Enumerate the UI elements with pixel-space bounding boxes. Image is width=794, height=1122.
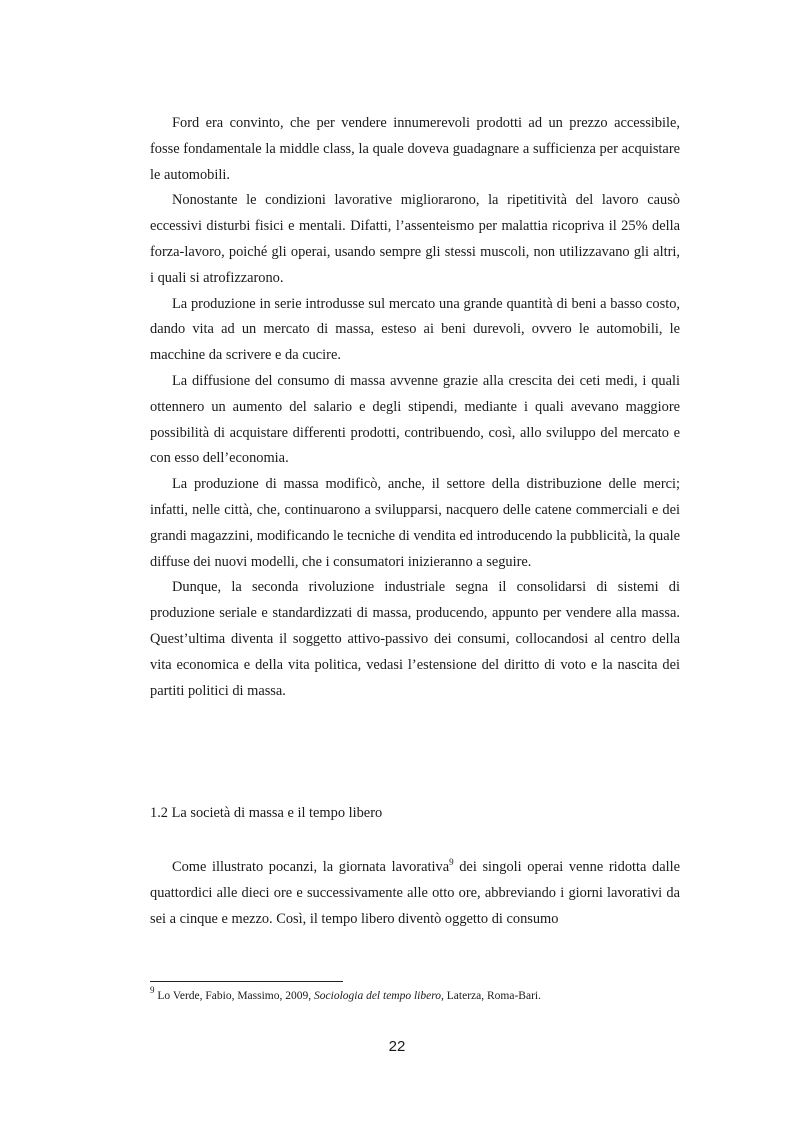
- paragraph-text-start: Come illustrato pocanzi, la giornata lavorativa: [172, 859, 450, 875]
- paragraph-mass-production: La produzione in serie introdusse sul mercato una grande quantità di beni a basso costo, dando vita ad un mercato di massa, esteso ai beni durevoli, ovvero le automobili, le macchine da scrivere e da cucire.: [150, 295, 680, 364]
- footnote-authors: Lo Verde, Fabio, Massimo, 2009,: [154, 990, 315, 1002]
- paragraph-working-day: [150, 855, 680, 932]
- paragraph-mass-consumption: La diffusione del consumo di massa avvenne grazie alla crescita dei ceti medi, i quali ottennero un aumento del salario e degli stipendi, mediante i quali avevano maggiore possibilità di acquistare differenti prodotti, contribuendo, così, allo sviluppo del mercato e con esso dell’economia.: [150, 372, 680, 467]
- paragraph-working-conditions: Nonostante le condizioni lavorative migliorarono, la ripetitività del lavoro causò eccessivi disturbi fisici e mentali. Difatti, l’assenteismo per malattia ricopriva il 25% della forza-lavoro, poiché gli operai, usando sempre gli stessi muscoli, non utilizzavano gli altri, i quali si atrofizzarono.: [150, 192, 680, 286]
- paragraph-text-end: dei singoli operai venne ridotta dalle quattordici alle dieci ore e successivamente alle otto ore, abbreviando i giorni lavorativi da sei a cinque e mezzo. Così, il tempo libero diventò oggetto di consumo: [150, 859, 680, 927]
- footnote-reference[interactable]: 9: [449, 857, 454, 867]
- footnote-book-title: Sociologia del tempo libero: [314, 990, 442, 1002]
- paragraph-ford: Ford era convinto, che per vendere innumerevoli prodotti ad un prezzo accessibile, fosse fondamentale la middle class, la quale doveva guadagnare a sufficienza per acquistare le automobili.: [150, 115, 680, 183]
- section-body: [150, 855, 680, 932]
- body-text: [150, 111, 680, 704]
- footnote-publisher: , Laterza, Roma-Bari.: [441, 990, 541, 1002]
- page-number: 22: [388, 1038, 406, 1055]
- section-heading: 1.2 La società di massa e il tempo libero: [150, 805, 383, 821]
- footnote-number: 9: [150, 985, 155, 995]
- footnote-separator: [150, 981, 343, 982]
- footnote: [150, 985, 690, 1004]
- paragraph-second-revolution: Dunque, la seconda rivoluzione industriale segna il consolidarsi di sistemi di produzione seriale e standardizzati di massa, producendo, appunto per vendere alla massa. Quest’ultima diventa il soggetto attivo-passivo dei consumi, collocandosi al centro della vita economica e della vita politica, vedasi l’estensione del diritto di voto e la nascita dei partiti politici di massa.: [150, 579, 680, 699]
- paragraph-distribution: La produzione di massa modificò, anche, il settore della distribuzione delle merci; infatti, nelle città, che, continuarono a svilupparsi, nacquero delle catene commerciali e dei grandi magazzini, modificando le tecniche di vendita ed introducendo la pubblicità, la quale diffuse dei nuovi modelli, che i consumatori inizieranno a seguire.: [150, 476, 680, 570]
